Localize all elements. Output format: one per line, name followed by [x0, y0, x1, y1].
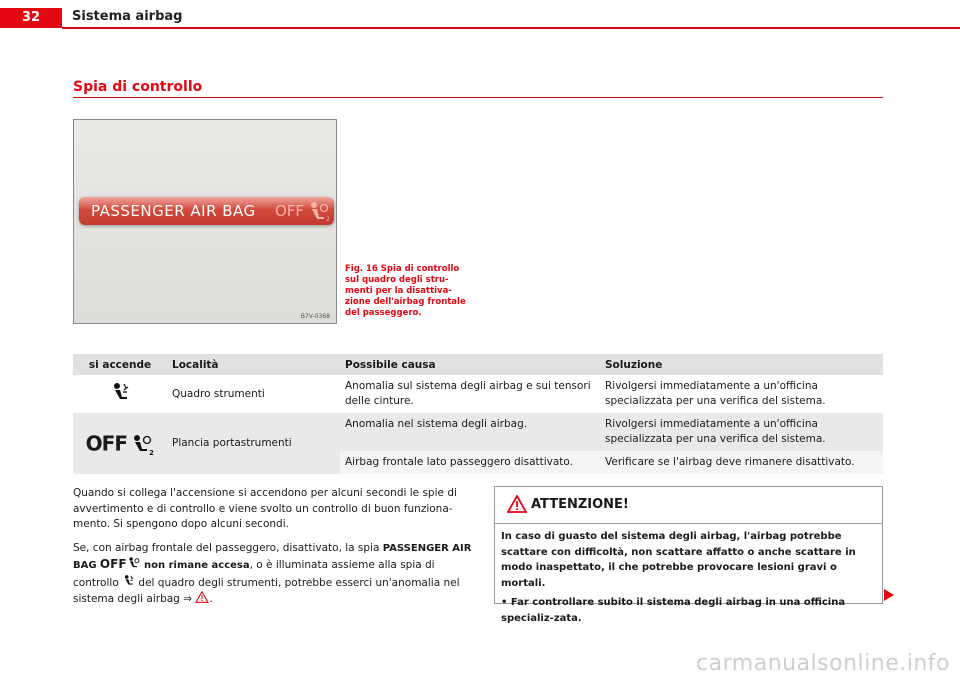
table-row	[73, 413, 883, 451]
warning-header	[495, 487, 882, 524]
figure-code: B7V-0368	[300, 313, 330, 320]
warning-body	[495, 524, 882, 626]
col-header-solution: Soluzione	[600, 354, 883, 375]
table-cell-icon	[73, 375, 167, 413]
body-text	[73, 486, 473, 616]
passenger-airbag-icon	[307, 200, 331, 222]
col-header-location: Località	[167, 354, 340, 375]
text-run: , o è illuminata assieme alla spia di controllo	[73, 559, 435, 589]
table-cell-solution: Verificare se l'airbag deve rimanere disattivato.	[600, 451, 883, 474]
table-cell-location: Quadro strumenti	[167, 375, 340, 413]
off-label: OFF	[99, 557, 127, 571]
lamp-off-label: OFF	[275, 202, 305, 220]
table-cell-solution: Rivolgersi immediatamente a un'officina specializzata per una verifica del sistema.	[600, 375, 883, 413]
lamp-name: PASSENGER AIR BAG	[73, 542, 472, 571]
section-title: Spia di controllo	[73, 79, 203, 95]
passenger-airbag-icon	[127, 556, 141, 569]
table-header-row	[73, 354, 883, 375]
warning-triangle-icon	[195, 591, 209, 603]
warning-box	[494, 486, 883, 624]
text-run: del quadro degli strumenti, potrebbe esserci un'anomalia nel sistema degli airbag	[73, 576, 460, 605]
text-run: .	[209, 593, 213, 605]
section-divider	[73, 97, 883, 98]
svg-text:2: 2	[326, 216, 330, 222]
table-cell-solution: Rivolgersi immediatamente a un'officina specializzata per una verifica del sistema.	[600, 413, 883, 451]
figure-caption: Fig. 16 Spia di controllo sul quadro degli stru-menti per la disattiva-zione dell'airbag frontale del passeggero.	[345, 264, 466, 318]
chapter-title: Sistema airbag	[72, 9, 183, 24]
table-cell-cause: Anomalia nel sistema degli airbag.	[340, 413, 600, 451]
warning-triangle-icon	[507, 495, 527, 513]
table-cell-cause: Anomalia sul sistema degli airbag e sui tensori delle cinture.	[340, 375, 600, 413]
warning-text: In caso di guasto del sistema degli airbag, l'airbag potrebbe scattare con difficoltà, non scattare affatto o anche scattare in modo inaspettato, il che potrebbe provocare lesioni gravi o mortali.	[501, 531, 856, 589]
figure-warning-lamp	[73, 119, 337, 324]
lamp-label: PASSENGER AIR BAG	[91, 202, 256, 220]
paragraph	[73, 541, 473, 608]
off-label: OFF	[85, 431, 127, 455]
warning-text: Far controllare subito il sistema degli airbag in una officina specializ-zata.	[501, 597, 846, 624]
reference-arrow: ⇒	[183, 593, 192, 605]
header-divider	[62, 27, 960, 29]
passenger-airbag-lamp	[79, 197, 334, 225]
airbag-warning-icon	[109, 381, 131, 403]
svg-text:2: 2	[149, 448, 155, 456]
continue-arrow-icon	[884, 589, 894, 601]
col-header-cause: Possibile causa	[340, 354, 600, 375]
table-cell-cause: Airbag frontale lato passeggero disattivato.	[340, 451, 600, 474]
warning-bullet-item	[501, 595, 876, 626]
table-row	[73, 375, 883, 413]
bullet: •	[501, 597, 508, 608]
passenger-airbag-off-icon	[130, 432, 154, 456]
page-number: 32	[0, 8, 62, 28]
table-cell-icon	[73, 413, 167, 474]
text-run: Se, con airbag frontale del passeggero, disattivato, la spia	[73, 541, 383, 554]
col-header-lights: si accende	[73, 354, 167, 375]
paragraph: Quando si collega l'accensione si accendono per alcuni secondi le spie di avvertimento e di controllo e viene svolto un controllo di buon funziona-mento. Si spengono dopo alcuni secondi.	[73, 487, 457, 530]
airbag-warning-icon	[122, 574, 135, 587]
indicator-table	[73, 354, 883, 474]
warning-title: ATTENZIONE!	[531, 497, 629, 512]
page-header	[0, 0, 960, 28]
watermark: carmanualsonline.info	[696, 651, 950, 676]
bold-phrase: non rimane accesa	[140, 560, 250, 571]
table-cell-location: Plancia portastrumenti	[167, 413, 340, 474]
